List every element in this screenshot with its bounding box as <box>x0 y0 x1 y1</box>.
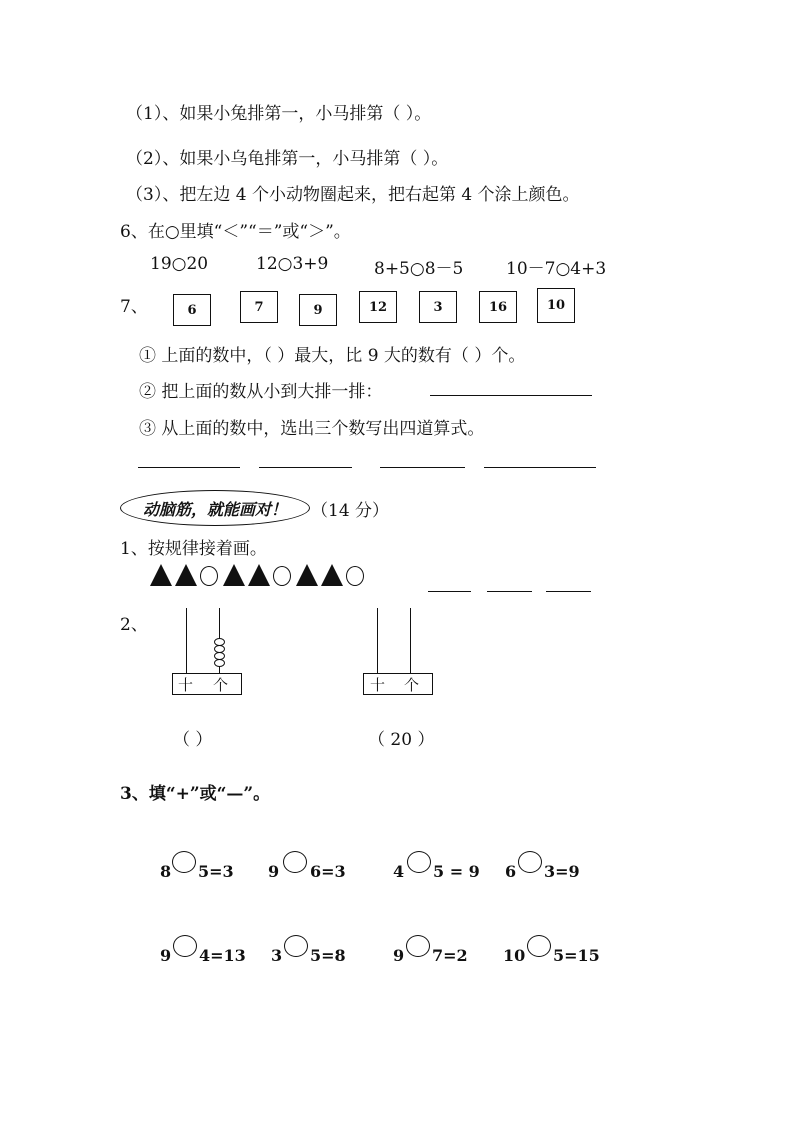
eq-right: 5=8 <box>310 946 346 965</box>
eq-left: 10 <box>503 946 526 965</box>
ones-label: 个 <box>404 676 420 694</box>
eq-right: 5=15 <box>553 946 600 965</box>
number-card: 6 <box>173 294 211 326</box>
section-score: （14 分） <box>311 501 390 521</box>
abacus-rod-tens <box>186 608 187 673</box>
tens-label: 十 <box>178 676 194 694</box>
q6-exercise-4: 10－7○4+3 <box>506 259 607 279</box>
eq-right: 4=13 <box>199 946 246 965</box>
abacus-frame-left <box>172 673 242 695</box>
ones-label: 个 <box>213 676 229 694</box>
number-card: 16 <box>479 291 517 323</box>
operator-circle[interactable] <box>406 935 430 957</box>
triangle-shape <box>248 564 270 586</box>
answer-blank[interactable] <box>430 395 592 396</box>
eq-left: 6 <box>505 862 517 881</box>
eq-left: 9 <box>160 946 172 965</box>
pattern-blank[interactable] <box>487 591 532 592</box>
triangle-shape <box>296 564 318 586</box>
q7-label: 7、 <box>120 297 148 317</box>
abacus-answer-right: （ 20 ） <box>368 730 435 750</box>
triangle-shape <box>150 564 172 586</box>
number-card: 9 <box>299 294 337 326</box>
p3-title: 3、填“+”或“—”。 <box>120 784 271 804</box>
triangle-shape <box>175 564 197 586</box>
number-card: 10 <box>537 288 575 323</box>
eq-left: 3 <box>271 946 283 965</box>
q6-exercise-1: 19○20 <box>150 254 209 274</box>
number-card: 7 <box>240 291 278 323</box>
eq-left: 9 <box>268 862 280 881</box>
answer-blank[interactable] <box>259 467 352 468</box>
operator-circle[interactable] <box>284 935 308 957</box>
eq-right: 5 = 9 <box>433 862 480 881</box>
eq-right: 6=3 <box>310 862 346 881</box>
eq-left: 4 <box>393 862 405 881</box>
operator-circle[interactable] <box>173 935 197 957</box>
tens-label: 十 <box>370 676 386 694</box>
abacus-bead <box>214 652 225 660</box>
circle-shape <box>346 566 364 586</box>
abacus-bead <box>214 659 225 667</box>
triangle-shape <box>321 564 343 586</box>
q5-item-3: （3）、把左边 4 个小动物圈起来，把右起第 4 个涂上颜色。 <box>126 185 580 205</box>
abacus-rod-ones <box>410 608 411 673</box>
operator-circle[interactable] <box>518 851 542 873</box>
triangle-shape <box>223 564 245 586</box>
answer-blank[interactable] <box>380 467 465 468</box>
q7-sub-3: ③ 从上面的数中，选出三个数写出四道算式。 <box>139 419 485 439</box>
shape-pattern <box>150 564 369 586</box>
q6-title: 6、在○里填“＜”“＝”或“＞”。 <box>120 222 351 242</box>
operator-circle[interactable] <box>527 935 551 957</box>
q5-item-1: （1）、如果小兔排第一，小马排第（ ）。 <box>126 104 432 124</box>
abacus-frame-right <box>363 673 433 695</box>
abacus-bead <box>214 645 225 653</box>
abacus-rod-tens <box>377 608 378 673</box>
answer-blank[interactable] <box>484 467 596 468</box>
q6-exercise-2: 12○3+9 <box>256 254 329 274</box>
q7-sub-2: ② 把上面的数从小到大排一排： <box>139 382 383 402</box>
pattern-blank[interactable] <box>428 591 471 592</box>
operator-circle[interactable] <box>283 851 307 873</box>
circle-shape <box>273 566 291 586</box>
circle-shape <box>200 566 218 586</box>
operator-circle[interactable] <box>407 851 431 873</box>
eq-right: 7=2 <box>432 946 468 965</box>
q7-sub-1: ① 上面的数中，（ ）最大，比 9 大的数有（ ）个。 <box>139 346 526 366</box>
abacus-answer-left: （ ） <box>173 730 213 750</box>
abacus-bead <box>214 638 225 646</box>
pattern-blank[interactable] <box>546 591 591 592</box>
number-card: 12 <box>359 291 397 323</box>
number-card: 3 <box>419 291 457 323</box>
section-banner-text: 动脑筋，就能画对！ <box>142 499 287 519</box>
eq-right: 5=3 <box>198 862 234 881</box>
answer-blank[interactable] <box>138 467 240 468</box>
q6-exercise-3: 8+5○8－5 <box>374 259 464 279</box>
operator-circle[interactable] <box>172 851 196 873</box>
q5-item-2: （2）、如果小乌龟排第一，小马排第（ ）。 <box>126 149 449 169</box>
p2-label: 2、 <box>120 615 148 635</box>
section-banner <box>120 490 310 526</box>
eq-right: 3=9 <box>544 862 580 881</box>
eq-left: 9 <box>393 946 405 965</box>
p1-title: 1、按规律接着画。 <box>120 539 267 559</box>
eq-left: 8 <box>160 862 172 881</box>
